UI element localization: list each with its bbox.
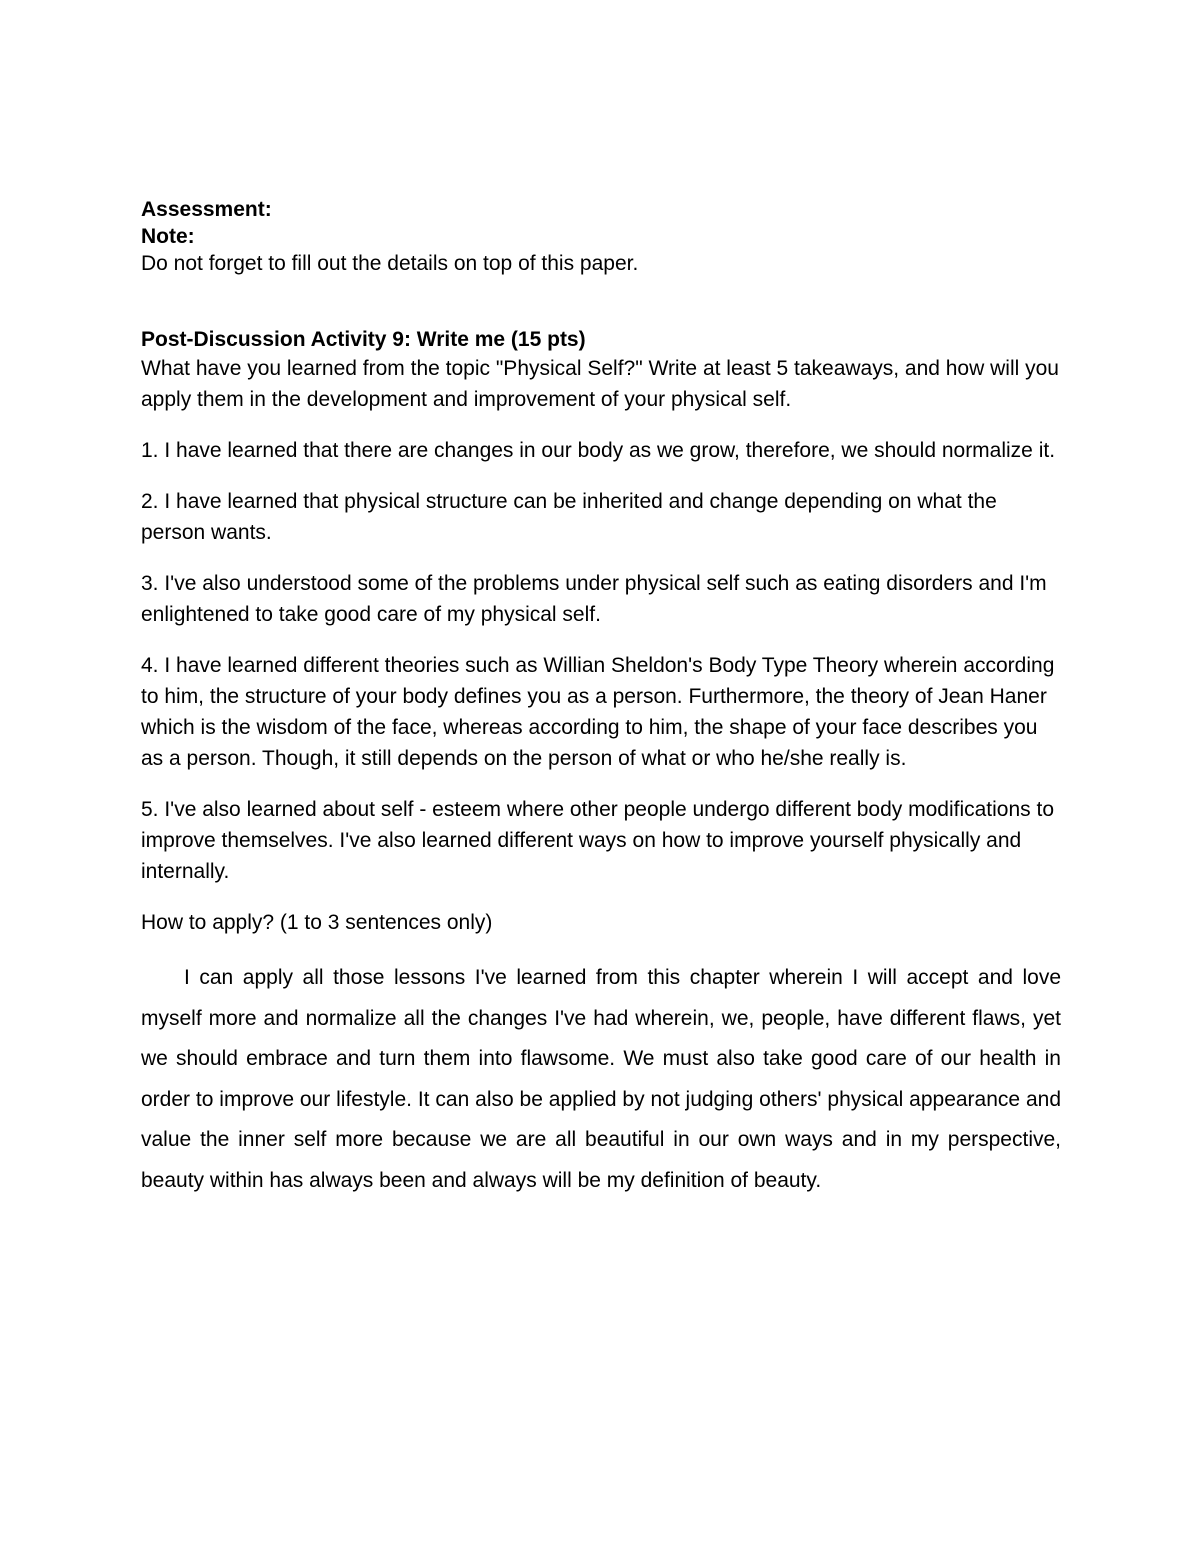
note-text: Do not forget to fill out the details on top of this paper.	[141, 252, 639, 275]
activity-title: Post-Discussion Activity 9: Write me (15 pts)	[141, 328, 586, 351]
takeaway-5: 5. I've also learned about self - esteem where other people undergo different body modifications to improve themselves. I've also learned different ways on how to improve yourself physically and internally.	[141, 798, 1055, 883]
takeaway-2: 2. I have learned that physical structure can be inherited and change depending on what the person wants.	[141, 490, 997, 544]
takeaway-4: 4. I have learned different theories such as Willian Sheldon's Body Type Theory wherein according to him, the structure of your body defines you as a person. Furthermore, the theory of Jean Haner which is the wisdom of the face, whereas according to him, the shape of your face describes you as a person. Though, it still depends on the person of what or who he/she really is.	[141, 654, 1055, 770]
assessment-heading: Assessment:	[141, 198, 272, 221]
note-label: Note:	[141, 225, 195, 248]
takeaway-1: 1. I have learned that there are changes in our body as we grow, therefore, we should normalize it.	[141, 439, 1056, 462]
apply-label: How to apply? (1 to 3 sentences only)	[141, 911, 493, 934]
document-page	[141, 196, 1061, 1202]
apply-paragraph: I can apply all those lessons I've learned from this chapter wherein I will accept and love myself more and normalize all the changes I've had wherein, we, people, have different flaws, yet we should embrace and turn them into flawsome. We must also take good care of our health in order to improve our lifestyle. It can also be applied by not judging others' physical appearance and value the inner self more because we are all beautiful in our own ways and in my perspective, beauty within has always been and always will be my definition of beauty.	[141, 966, 1061, 1192]
takeaway-3: 3. I've also understood some of the problems under physical self such as eating disorders and I'm enlightened to take good care of my physical self.	[141, 572, 1047, 626]
activity-prompt: What have you learned from the topic "Physical Self?" Write at least 5 takeaways, and how will you apply them in the development and improvement of your physical self.	[141, 357, 1059, 411]
